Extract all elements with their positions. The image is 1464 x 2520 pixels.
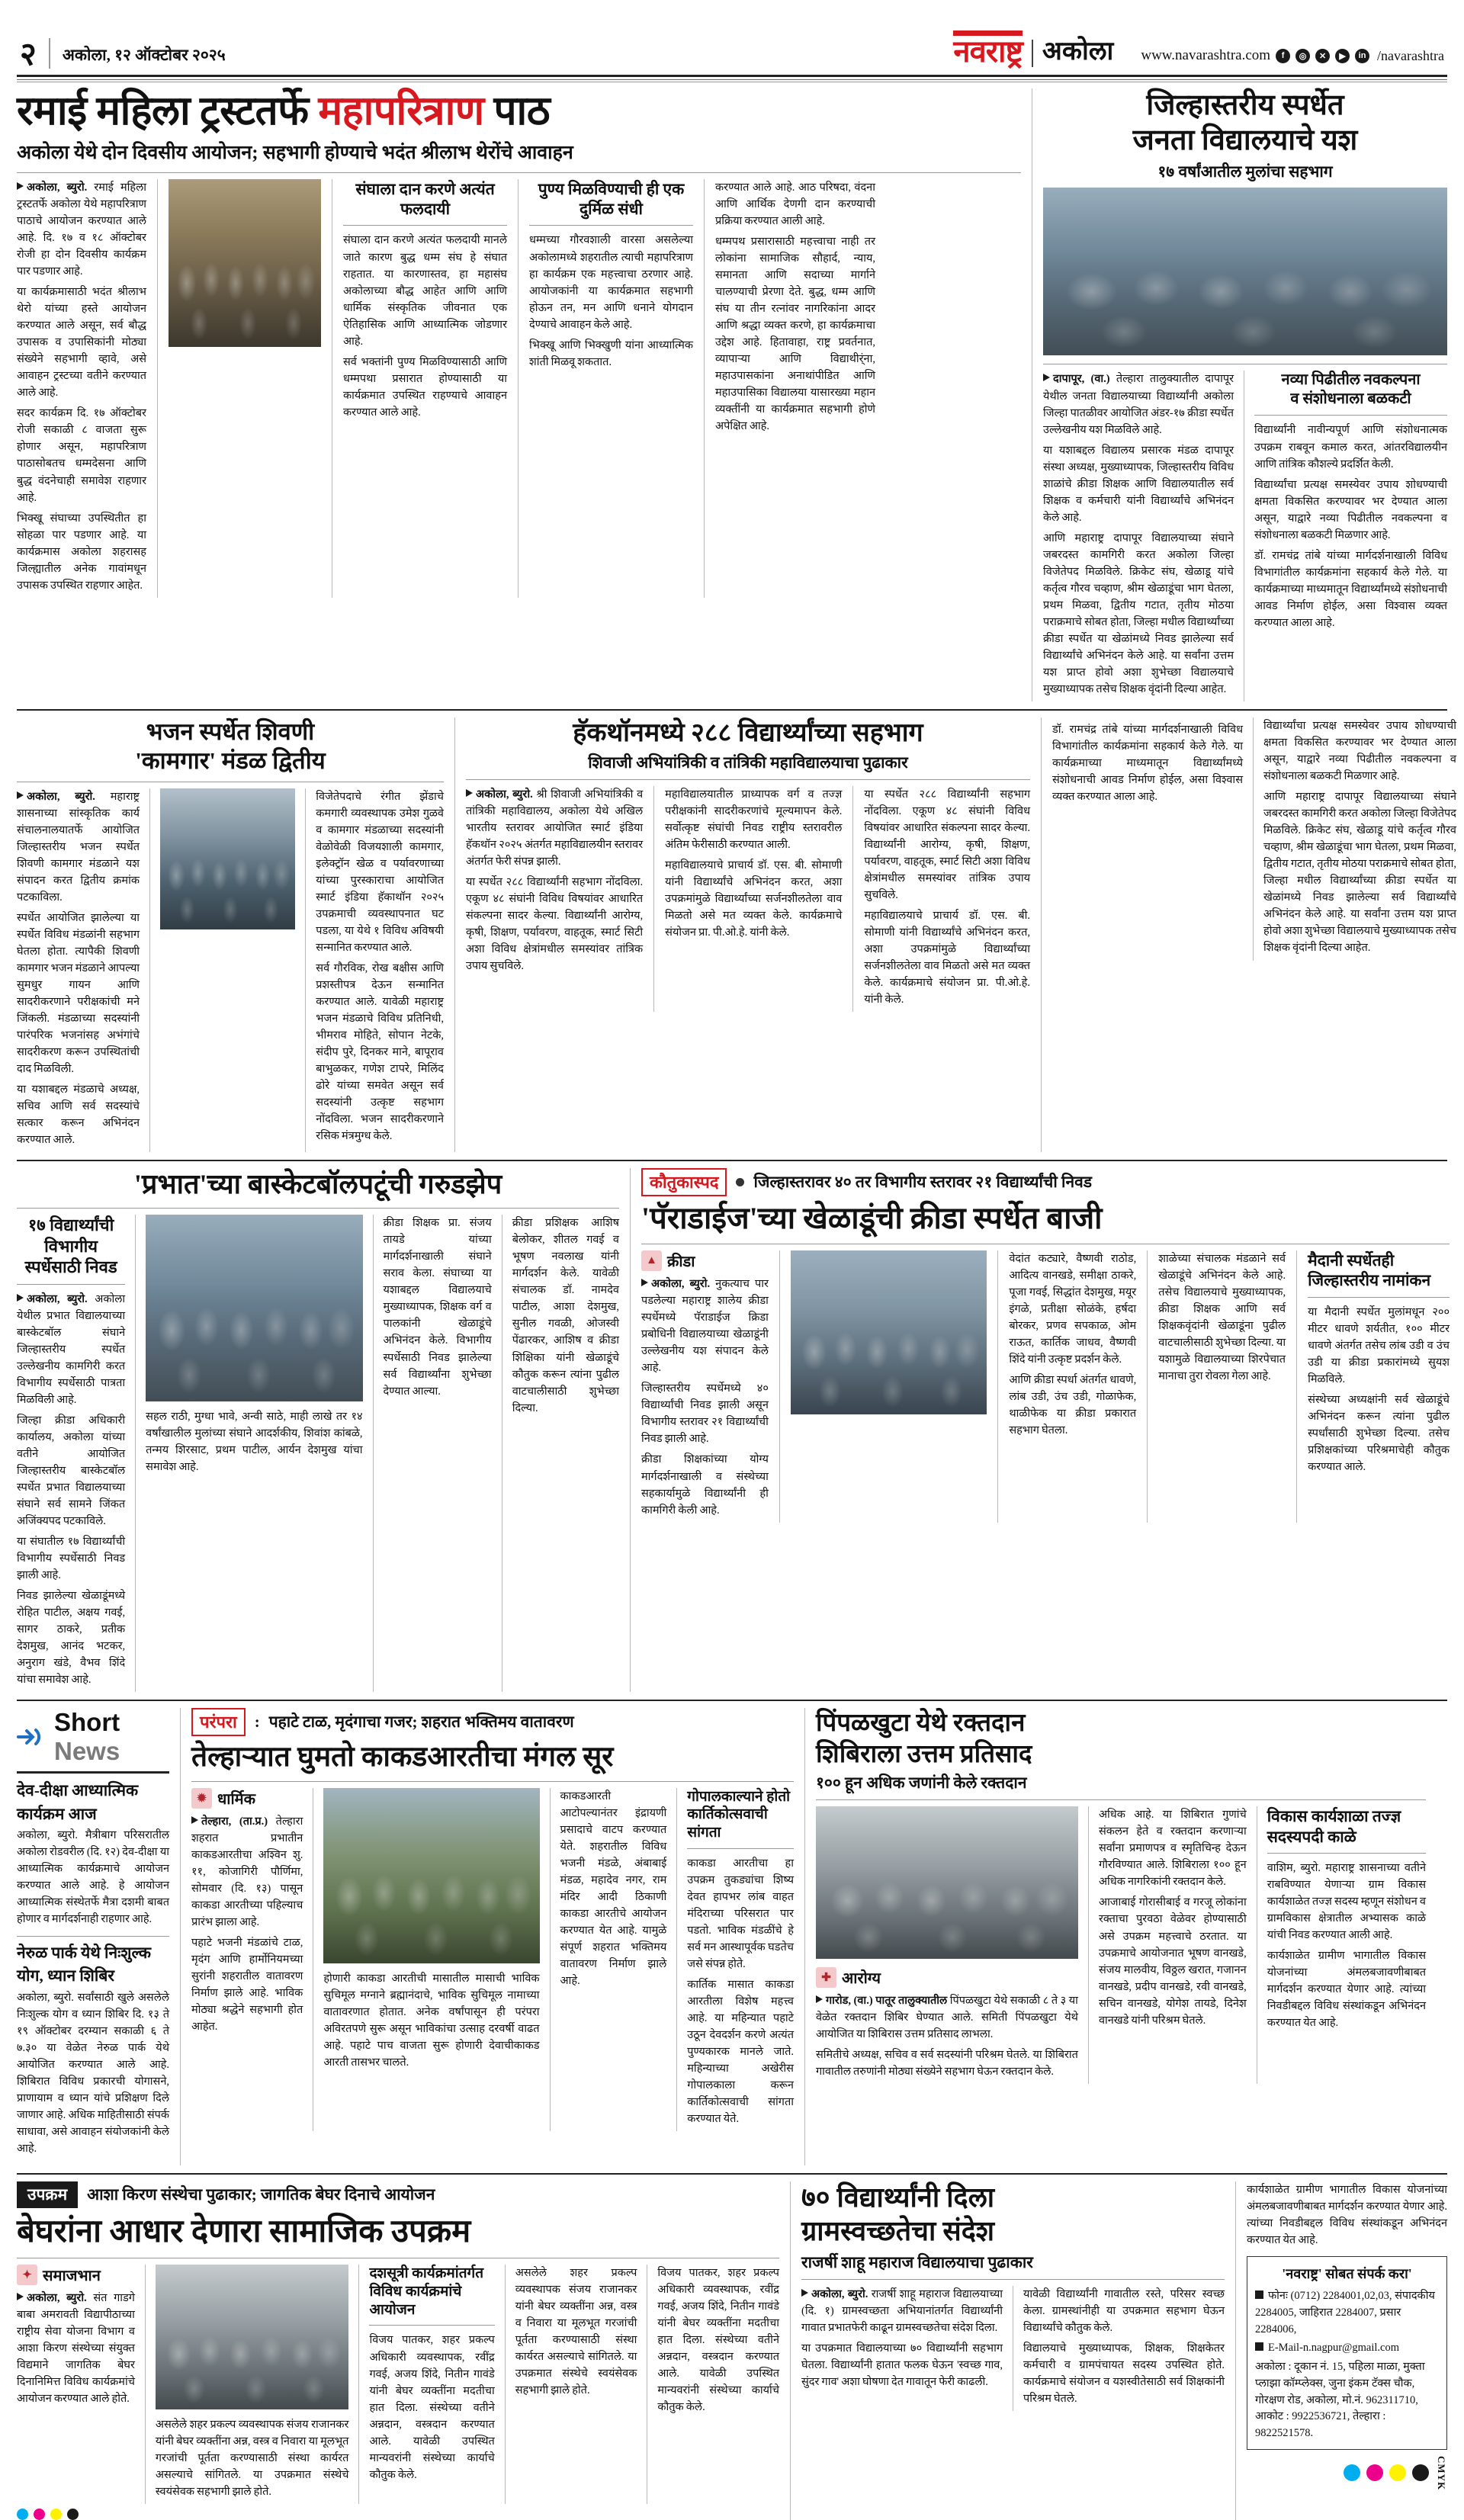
basketball-photo-caption (146, 1401, 362, 1404)
bhajan-col-1: अकोला, ब्युरो. महाराष्ट्र शासनाच्या सांस्कृतिक कार्य संचालनालयातर्फे आयोजित जिल्हास्तरीय भजन स्पर्धेत शिवणी कामगार मंडळाने यश संपादन करत द्वितीय क्रमांक पटकाविला. स्पर्धेत आयोजित झालेल्या या स्पर्धेत विविध मंडळांनी सहभाग घेतला होता. त्यापैकी शिवणी कामगार भजन मंडळाने आपल्या सुमधुर गायन आणि सादरीकरणाने परीक्षकांची मने जिंकली. मंडळाच्या सदस्यांनी पारंपरिक भजनांसह अभंगांचे सादरीकरण करून उपस्थितांची दाद मिळविली. या यशाबद्दल मंडळाचे अध्यक्ष, सचिव आणि सर्व सदस्यांचे सत्कार करून अभिनंदन करण्यात आले. (17, 790, 140, 1147)
parampara-col-4: गोपालकाल्याने होतो कार्तिकोत्सवाची सांगता काकडा आरतीचा हा उपक्रम तुकड्यांचा शिष्य देवत हापभर लांब वाहत मंदिराच्या परिसरात पार पडतो. भाविक मंडळींचे हे सर्व मन आस्थापूर्वक घडतेच जसे संपन्न होते. कार्तिक मासात काकडा आरतीला विशेष महत्त्व आहे. या महिन्यात पहाटे उठून देवदर्शन करणे अत्यंत पुण्यकारक मानले जाते. महिन्याच्या अखेरीस गोपालकाला करून कार्तिकोत्सवाची सांगता करण्यात येते. (687, 1788, 794, 2126)
masthead-rule-mid (17, 79, 1447, 80)
basketball-sidebar-3: स्पर्धेसाठी निवड (24, 1257, 117, 1277)
sports-photo-col (791, 1250, 987, 1522)
right-top-story (1043, 88, 1447, 701)
blood-block2-title: विकास कार्यशाळा तज्ज्ञ सदस्यपदी काळे (1267, 1807, 1401, 1846)
row-four (17, 1708, 1447, 2165)
masthead-dateline: अकोला, १२ ऑक्टोबर २०२५ (62, 46, 226, 64)
parampara-dateline: तेल्हारा, (ता.प्र.) (201, 1815, 268, 1828)
parampara-col-1: ✹ धार्मिक तेल्हारा, (ता.प्र.) तेल्हारा शहरात प्रभातीन काकडआरतीचा अश्विन शु. ११, कोजागिरी पौर्णिमा, सोमवार (दि. १३) पासून काकडा आरतीच्या पहिल्याच प्रारंभ झाला आहे. पहाटे भजनी मंडळांचे टाळ, मृदंग आणि हार्मोनियमच्या सुरांनी शहरातील वातावरण निर्माण झाले आहे. भाविक मोठ्या श्रद्धेने सहभागी होत आहेत. (191, 1788, 303, 2132)
lead-col2-body: संघाला दान करणे अत्यंत फलदायी मानले जाते कारण बुद्ध धम्म संघ हे संघात राहतात. या कारणास्तव, हा महासंघ अकोलाच्या बौद्ध आहेत आणि आणि धार्मिक संस्कृतिक जीवनात एक ऐतिहासिक आणि आध्यात्मिक जोडणार आहे. सर्व भक्तांनी पुण्य मिळविण्यासाठी आणि धम्मपथा प्रसारात होण्यासाठी या कार्यक्रमात उपस्थित राहण्याचे आवाहन करण्यात आले आहे. (343, 234, 507, 419)
row-divider-2 (17, 1160, 1447, 1161)
logo-edition: अकोला (1042, 37, 1114, 66)
sports-section-tag (641, 1250, 695, 1271)
basketball-photo-col: सहल राठी, मुग्धा भावे, अन्वी साठे, माही लाखे तर १४ वर्षांखालील मुलांच्या संघाने आदर्शकीय, शिवांश कांबळे, तन्मय शिरसाट, प्रथम पाटील, आर्यन देशमुख यांचा समावेश आहे. (146, 1215, 362, 1692)
sports-photo-caption (791, 1414, 987, 1417)
short-news-block (17, 1708, 169, 2165)
masthead-links (1113, 47, 1444, 69)
row-two-right (1052, 717, 1456, 1152)
sports-photo (791, 1250, 987, 1414)
registration-color-dots (17, 2509, 779, 2520)
hackathon-headline: हॅकथॉनमध्ये २८८ विद्यार्थ्यांच्या सहभाग (573, 719, 923, 748)
short-news-item-body: अकोला, ब्युरो. सर्वांसाठी खुले असलेले निःशुल्क योग व ध्यान शिबिर दि. १३ ते १९ ऑक्टोबर दरम्यान सकाळी ६ ते ७.३० या वेळेत नेरुळ पार्क येथे आयोजित करण्यात आले आहे. शिबिरात विविध प्रकारची योगासने, प्राणायाम व ध्यान यांचे प्रशिक्षण दिले जाणार आहे. अधिक माहितीसाठी संपर्क साधावा, असे आवाहन संयोजकांनी केले आहे. (17, 1991, 169, 2155)
right-top-photo-caption (1043, 355, 1447, 358)
parampara-kicker-row (191, 1708, 794, 1736)
blood-story (816, 1708, 1426, 2165)
blood-section-tag-label: आरोग्य (842, 1970, 881, 1988)
logo-divider (1032, 40, 1033, 67)
bullet-square-icon (1255, 2342, 1263, 2351)
health-tag-icon: ✚ (816, 1967, 836, 1988)
masthead (17, 26, 1447, 72)
grams-headline-2: ग्रामस्वच्छतेचा संदेश (801, 2215, 995, 2246)
lead-headline (17, 88, 1021, 135)
short-news-item[interactable] (17, 1780, 169, 1928)
sports-tag-icon: ▲ (641, 1250, 662, 1271)
hackathon-subhead: शिवाजी अभियांत्रिकी व तांत्रिकी महाविद्यालयाचा पुढाकार (588, 753, 908, 772)
website-url[interactable]: www.navarashtra.com (1141, 47, 1271, 63)
right-top-photo (1043, 188, 1447, 355)
hackathon-dateline: अकोला, ब्युरो. (476, 788, 533, 801)
parampara-section-tag (191, 1788, 255, 1809)
society-tag-icon: ✦ (17, 2265, 37, 2285)
parampara-kicker-colon: : (254, 1713, 260, 1732)
yellow-dot (1389, 2464, 1406, 2481)
right-top-dateline: दापापूर, (वा.) (1053, 373, 1110, 386)
upakram-photo-col: असलेले शहर प्रकल्प व्यवस्थापक संजय राजानकर यांनी बेघर व्यक्तींना अन्न, वस्त्र व निवारा या मूलभूत गरजांची पूर्तता करण्यासाठी संस्था कार्यरत असल्याचे सांगितले. या उपक्रमात संस्थेचे स्वयंसेवक सहभागी झाले होते. (156, 2265, 349, 2504)
lead-headline-highlight: महापरित्राण (318, 89, 484, 133)
short-news-item[interactable] (17, 1943, 169, 2157)
parampara-kicker-badge: परंपरा (191, 1708, 246, 1736)
parampara-section-tag-label: धार्मिक (217, 1790, 255, 1808)
row-divider-1 (17, 709, 1447, 711)
lead-photo (169, 179, 321, 347)
page-number: २ (20, 36, 37, 72)
blood-headline-1: पिंपळखुटा येथे रक्तदान (816, 1709, 1026, 1738)
row-divider-4 (17, 2173, 1447, 2175)
upakram-photo (156, 2265, 349, 2409)
grams-story (801, 2181, 1225, 2520)
grams-subhead: राजर्षी शाहू महाराज विद्यालयाचा पुढाकार (801, 2252, 1033, 2271)
bullet-square-icon (1255, 2290, 1263, 2299)
blood-dateline: गारोड, (वा.) पातूर तालुक्यातील (826, 1995, 948, 2008)
lead-photo-col (169, 179, 321, 598)
upakram-section-tag (17, 2265, 101, 2285)
bhajan-photo-col (160, 788, 295, 1153)
contact-phone-line: फोनः (0712) 2284001,02,03, संपादकीय 2284005, जाहिरात 2284007, प्रसार 2284006, (1255, 2290, 1435, 2335)
bhajan-col-2: विजेतेपदाचे रंगीत झेंडाचे कमगारी व्यवस्थापक उमेश गुळवे व कामगार मंडळाच्या सदस्यांनी वेळोवेळी विजयशाली कामगार, इलेक्ट्रॉन खेळ व पर्यावरणाच्या यांच्या पुरस्काराचा आयोजित स्मार्ट इंडिया हॅकाथॉन २०२५ उपक्रमाची व्यवस्थापनात घट पडला, या येथे १ विविध अविषयी सन्मानित करण्यात आले. सर्व गौरविक, रोख बक्षीस आणि प्रशस्तीपत्र देऊन सन्मानित करण्यात आले. यावेळी महाराष्ट्र भजन मंडळाचे विविध प्रतिनिधी, भीमराव मोहिते, सोपान नेटके, संदीप पुरे, दिनकर माने, बापूराव बाभुळकर, गणेश टापरे, मिलिंद ढोरे यांच्या समवेत असून सर्व सदस्यांनी उत्कृष्ट सहभाग नोंदविला. भजन सादरीकरणाने रसिक मंत्रमुग्ध केले. (316, 790, 444, 1143)
upakram-col-title: दशसूत्री कार्यक्रमांतर्गत विविध कार्यक्रमांचे आयोजन (369, 2265, 484, 2318)
blood-headline-2: शिबिराला उत्तम प्रतिसाद (816, 1740, 1032, 1768)
sports-col-2: वेदांत कट्यारे, वैष्णवी राठोड, आदित्य वानखडे, समीक्षा ठाकरे, पूजा गवई, सिद्धांत देशमुख, मयूर इंगळे, प्रतीक्षा सोळंके, हर्षदा बोरकर, प्रणव सपकाळ, ओम राऊत, कार्तिक जाधव, वैष्णवी शिंदे यांनी उत्कृष्ट प्रदर्शन केले. आणि क्रीडा स्पर्धा अंतर्गत धावणे, लांब उडी, उंच उडी, गोळाफेक, थाळीफेक या क्रीडा प्रकारात सहभाग घेतला. (1009, 1253, 1137, 1437)
parampara-photo-caption (323, 1963, 539, 1966)
masthead-divider (49, 38, 50, 69)
short-news-item-body: अकोला, ब्युरो. मैत्रीबाग परिसरातील अकोला रोडवरील (दि. १२) देव-दीक्षा या आध्यात्मिक कार्यक्रमाचे आयोजन करण्यात आले आहे. हे आयोजन आध्यात्मिक संस्थेतर्फे मैत्रा दशमी बाबत होणार व मार्गदर्शनाही राहणार आहे. (17, 1828, 169, 1926)
cmyk-label: CMYK (1436, 2455, 1447, 2491)
short-news-arrow-icon (17, 1724, 47, 1750)
upakram-kicker-line: आशा किरण संस्थेचा पुढाकार; जागतिक बेघर दिनाचे आयोजन (87, 2185, 435, 2204)
contact-filler-text: कार्यशाळेत ग्रामीण भागातील विकास योजनांच्या अंमलबजावणीबाबत मार्गदर्शन करण्यात येणार आहे. त्यांच्या निवडीबद्दल विविध संस्थांकडून अभिनंदन करण्यात येत आहे. (1247, 2183, 1447, 2247)
blood-subhead: १०० हून अधिक जणांनी केले रक्तदान (816, 1773, 1027, 1792)
upakram-col-3: दशसूत्री कार्यक्रमांतर्गत विविध कार्यक्रमांचे आयोजन विजय पातकर, शहर प्रकल्प अधिकारी व्यवस्थापक, रवींद्र गवई, अजय शिंदे, नितीन गावंडे यांनी बेघर व्यक्तींना मदतीचा हात दिला. संस्थेच्या वतीने अन्नदान, वस्त्रदान करण्यात आले. यावेळी उपस्थित मान्यवरांनी संस्थेच्या कार्याचे कौतुक केले. (369, 2265, 495, 2481)
parampara-col4-title: गोपालकाल्याने होतो कार्तिकोत्सवाची सांगता (687, 1788, 791, 1841)
contact-box (1247, 2256, 1447, 2450)
lead-subhead: अकोला येथे दोन दिवसीय आयोजन; सहभागी होण्याचे भदंत श्रीलाभ थेरोंचे आवाहन (17, 143, 573, 164)
lead-col-4 (715, 179, 875, 598)
right-top-subhead: १७ वर्षांआतील मुलांचा सहभाग (1157, 162, 1333, 181)
right-top-headline-2: जनता विद्यालयाचे यश (1132, 124, 1358, 156)
contact-address-line: अकोला : दूकान नं. 15, पहिला माळा, मुक्ता प्लाझा कॉम्प्लेक्स, जुना इंकम टॅक्स चौक, गोरक्षण रोड, अकोला, मो.नं. 962311710, आकोट : 9922536721, तेल्हारा : 9822521578. (1255, 2361, 1425, 2440)
parampara-kicker-line: पहाटे टाळ, मृदंगाचा गजर; शहरात भक्तिमय वातावरण (268, 1713, 574, 1732)
lead-col3-title: पुण्य मिळविण्याची ही एक दुर्मिळ संधी (538, 179, 685, 219)
upakram-photo-caption (156, 2409, 349, 2412)
grams-col-2: यावेळी विद्यार्थ्यांनी गावातील रस्ते, परिसर स्वच्छ केला. ग्रामस्थांनीही या उपक्रमात सहभाग घेऊन विद्यार्थ्यांचे कौतुक केले. विद्यालयाचे मुख्याध्यापक, शिक्षक, शिक्षकेतर कर्मचारी व ग्रामपंचायत सदस्य उपस्थित होते. कार्यक्रमाचे संयोजन व यशस्वीतेसाठी सर्व शिक्षकांनी परिश्रम घेतले. (1023, 2288, 1225, 2406)
bhajan-photo (160, 788, 295, 929)
basketball-story (17, 1168, 619, 1692)
upakram-col-4: असलेले शहर प्रकल्प व्यवस्थापक संजय राजानकर यांनी बेघर व्यक्तींना अन्न, वस्त्र व निवारा या मूलभूत गरजांची पूर्तता करण्यासाठी संस्था कार्यरत असल्याचे सांगितले. या उपक्रमात संस्थेचे स्वयंसेवक सहभागी झाले होते. (515, 2267, 637, 2397)
linkedin-icon[interactable]: in (1355, 49, 1369, 63)
blood-col-3: विकास कार्यशाळा तज्ज्ञ सदस्यपदी काळे वाशिम, ब्युरो. महाराष्ट्र शासनाच्या वतीने राबविण्यात येणाऱ्या ग्राम विकास कार्यशाळेत तज्ज्ञ सदस्य म्हणून संशोधन व ग्रामविकास क्षेत्रातील अभ्यासक काळे यांची निवड करण्यात आली आहे. कार्यशाळेत ग्रामीण भागातील विकास योजनांच्या अंमलबजावणीबाबत मार्गदर्शन करण्यात येणार आहे. त्यांच्या निवडीबद्दल विविध संस्थांकडून अभिनंदन करण्यात येत आहे. (1267, 1807, 1426, 2030)
row-five (17, 2181, 1447, 2520)
short-news-item-title-1: देव-दीक्षा आध्यात्मिक (17, 1781, 139, 1800)
contact-email-line[interactable]: E-Mail-n.nagpur@gmail.com (1255, 2340, 1439, 2357)
row-two-right-col-1: डॉ. रामचंद्र तांबे यांच्या मार्गदर्शनाखाली विविध विभागांतील कार्यक्रमांना सहकार्य केले गेले. या कार्यक्रमाच्या माध्यमातून विद्यार्थ्यांमध्ये संशोधनाची आवड निर्माण होईल, असा विश्वास व्यक्त करण्यात आला आहे. (1052, 724, 1243, 804)
parampara-col-3: काकडआरती आटोपल्यानंतर इंद्रायणी प्रसादाचे वाटप करण्यात येते. शहरातील विविध भजनी मंडळे, अंबाबाई मंडळ, महादेव नगर, राम मंदिर आदी ठिकाणी काकडा आरतीचे आयोजन करण्यात येत आहे. यामुळे संपूर्ण शहरात भक्तिमय वातावरण निर्माण झाले आहे. (560, 1790, 667, 1987)
lead-dateline: अकोला, ब्युरो. (27, 181, 88, 194)
parampara-headline: तेल्हाऱ्यात घुमतो काकडआरतीचा मंगल सूर (191, 1742, 614, 1774)
lead-col2-title: संघाला दान करणे अत्यंत फलदायी (355, 179, 495, 219)
x-twitter-icon[interactable]: ✕ (1315, 49, 1330, 63)
social-handle: /navarashtra (1377, 47, 1444, 63)
short-news-header (17, 1708, 169, 1766)
sports-section-tag-label: क्रीडा (667, 1254, 695, 1271)
sports-dateline: अकोला, ब्युरो. (651, 1278, 711, 1291)
lead-col-1 (17, 179, 146, 598)
lead-story (17, 88, 1021, 701)
hackathon-col-1: अकोला, ब्युरो. श्री शिवाजी अभियांत्रिकी व तांत्रिकी महाविद्यालय, अकोला येथे अखिल भारतीय स्तरावर आयोजित स्मार्ट इंडिया हॅकथॉन २०२५ अंतर्गत महाविद्यालयीन स्तरावर अंतर्गत फेरी संपन्न झाली. या स्पर्धेत २८८ विद्यार्थ्यांनी सहभाग नोंदविला. एकूण ४८ संघांनी विविध विषयांवर आधारित संकल्पना सादर केल्या. विद्यार्थ्यांनी आरोग्य, कृषी, शिक्षण, पर्यावरण, वाहतूक, स्मार्ट सिटी अशा विविध क्षेत्रांमधील समस्यांवर तांत्रिक उपाय सुचविले. (466, 788, 644, 973)
hackathon-story (466, 717, 1030, 1152)
black-dot (1412, 2464, 1429, 2481)
bhajan-dateline: अकोला, ब्युरो. (27, 790, 95, 803)
parampara-story (191, 1708, 794, 2165)
sports-headline: 'पॅराडाईज'च्या खेळाडूंची क्रीडा स्पर्धेत बाजी (641, 1201, 1103, 1236)
row-two-right-col-2: विद्यार्थ्यांचा प्रत्यक्ष समस्येवर उपाय शोधण्याची क्षमता विकसित करण्यावर भर देण्यात आला असून, याद्वारे नव्या पिढीतील नवकल्पना व संशोधनाला बळकटी मिळणार आहे. आणि महाराष्ट्र दापापूर विद्यालयाच्या संघाने जबरदस्त कामगिरी करत अकोला जिल्हा विजेतेपद मिळविले. क्रिकेट संघ, खेळाडू यांचे कर्तृत्व गौरव चव्हाण, श्रीम खेळाडूंचा भाग घेतला, प्रथम मिळवा, द्वितीय गटात, तृतीय मोठया पराक्रमाचे सोबत होता, जिल्हा मधील विद्यार्थ्यांच्या क्रीडा स्पर्धेत या खेळांमध्ये निवड झालेल्या सर्व विद्यार्थ्यांचे अभिनंदन केले आहे. या सर्वांना उत्तम यश प्राप्त होवो अशा शुभेच्छा विद्यालयाचे मुख्याध्यापक तसेच शिक्षक वृंदांनी दिल्या आहेत. (1263, 720, 1456, 955)
cmyk-registration (1247, 2456, 1447, 2490)
sports-kicker-row (641, 1168, 1450, 1196)
basketball-col-2: क्रीडा शिक्षक प्रा. संजय तायडे यांच्या मार्गदर्शनाखाली संघाने सराव केला. संघाच्या या यशाबद्दल विद्यालयाचे मुख्याध्यापक, शिक्षक वर्ग व पालकांनी खेळाडूंचे अभिनंदन केले. विभागीय स्पर्धेसाठी निवड झालेल्या सर्व विद्यार्थ्यांना शुभेच्छा देण्यात आल्या. (383, 1217, 492, 1398)
blood-photo-caption (816, 1959, 1078, 1961)
parampara-photo-col: होणारी काकडा आरतीची मासातील मासाची भाविक सुचिमूल मग्नाने ब्रह्मानंदाचे, भाविक सुचिमूल नामाच्या वातावरणात होतात. अनेक वर्षांपासून ही परंपरा अविरतपणे सुरू असून भाविकांचा उत्साह दरवर्षी वाढत आहे. पहाटे पाच वाजता सुरू होणारी देवाचीकाकड आरती तासभर चालते. (323, 1788, 539, 2132)
blood-section-tag (816, 1967, 881, 1988)
basketball-sidebar-2: विभागीय (44, 1236, 98, 1256)
bhajan-headline-1: भजन स्पर्धेत शिवणी (146, 718, 315, 746)
masthead-rule-top (17, 75, 1447, 77)
lead-col4-body: करण्यात आले आहे. आठ परिषदा, वंदना आणि आर्थिक देणगी दान करण्याची प्रक्रिया करण्यात आली आहे. धम्मपथ प्रसारासाठी महत्त्वाचा नाही तर लोकांना सामाजिक सौहार्द, न्याय, समानता आणि सदाच्या मार्गाने चालण्याची प्रेरणा देते. बुद्ध, धम्म आणि संघ या तीन रत्नांवर नागरिकांना आदर आणि श्रद्धा व्यक्त करणे, हा कार्यक्रमाचा उद्देश आहे. हितावाहा, राष्ट्र प्रवर्तनात, व्यापाऱ्या आणि विद्याथीर्ंना, महाउपासकांना अनाथांपीडित आणि महाउपासिका विद्यालया यासारख्या महान व्यक्तींनी या कार्यक्रमात सहभागी होणे अपेक्षित आहे. (715, 181, 875, 433)
right-top-col-2: नव्या पिढीतील नवकल्पना व संशोधनाला बळकटी विद्यार्थ्यांनी नावीन्यपूर्ण आणि संशोधनात्मक उपक्रम राबवून कमाल करत, आंतरविद्यालयीन आणि तांत्रिक कौशल्ये प्रदर्शित केली. विद्यार्थ्यांचा प्रत्यक्ष समस्येवर उपाय शोधण्याची क्षमता विकसित करण्यावर भर देण्यात आला असून, याद्वारे नव्या पिढीतील नवकल्पना व संशोधनाला बळकटी मिळणार आहे. डॉ. रामचंद्र तांबे यांच्या मार्गदर्शनाखाली विविध विभागांतील कार्यक्रमांना सहकार्य केले गेले. या कार्यक्रमाच्या माध्यमातून विद्यार्थ्यांमध्ये संशोधनाची आवड निर्माण होईल, असा विश्वास व्यक्त करण्यात आला आहे. (1254, 371, 1447, 629)
sports-col-3: शाळेच्या संचालक मंडळाने सर्व खेळाडूंचे अभिनंदन केले आहे. तसेच विद्यालयाचे मुख्याध्यापक, क्रीडा शिक्षक आणि सर्व शिक्षकवृंदांनी खेळाडूंना पुढील वाटचालीसाठी शुभेच्छा दिल्या. या यशामुळे विद्यालयाच्या शिरपेचात मानाचा तुरा रोवला गेला आहे. (1158, 1253, 1286, 1383)
grams-dateline: अकोला, ब्युरो. (811, 2288, 868, 2301)
short-news-item-title-2: कार्यक्रम आज (17, 1804, 97, 1823)
bhajan-story (17, 717, 444, 1152)
right-top-block2-title-1: नव्या पिढीतील नवकल्पना (1281, 371, 1421, 389)
short-news-item-title-2: योग, ध्यान शिबिर (17, 1966, 114, 1986)
lead-col-3 (529, 179, 693, 598)
row-three (17, 1168, 1450, 1692)
blood-col-2: अधिक आहे. या शिबिरात गुणांचे संकलन हेते व रक्तदान करणाऱ्या सर्वांना प्रमाणपत्र व स्मृतिचिन्ह देऊन गौरविण्यात आले. शिबिराला १०० हून अधिक नागरिकांनी रक्तदान केले. आजाबाई गोरासीबाई व गरजू लोकांना रक्ताचा पुरवठा वेळेवर होण्यासाठी असे उपक्रम महत्त्वाचे ठरतात. या उपक्रमाचे आयोजनात भूषण वानखडे, संजय मालवीय, विठ्ठल खरात, गजानन वानखडे, प्रदीप वानखडे, रवी वानखडे, सचिन वानखडे, योगेश तायडे, दिनेश वानखडे यांनी परिश्रम घेतले. (1098, 1809, 1247, 2027)
lead-photo-caption (169, 347, 321, 349)
upakram-dateline: अकोला, ब्युरो. (27, 2292, 87, 2305)
magenta-dot (1366, 2464, 1383, 2481)
lead-body-1: अकोला, ब्युरो. रमाई महिला ट्रस्टतर्फे अकोला येथे महापरित्राण पाठाचे आयोजन करण्यात आले आहे. दि. १७ व १८ ऑक्टोबर रोजी हा दोन दिवसीय कार्यक्रम पार पडणार आहे. या कार्यक्रमासाठी भदंत श्रीलाभ थेरो यांच्या हस्ते आयोजन करण्यात आले असून, सर्व बौद्ध उपासक व उपासिकांनी मोठ्या संख्येने सहभागी व्हावे, असे आवाहन ट्रस्टच्या वतीने करण्यात आले आहे. सदर कार्यक्रम दि. १७ ऑक्टोबर रोजी सकाळी ८ वाजता सुरू होणार असून, महापरित्राण पाठासोबतच धम्मदेसना आणि बुद्ध वंदनेचाही समावेश राहणार आहे. भिक्खू संघाच्या उपस्थितीत हा सोहळा पार पडणार आहे. या कार्यक्रमास अकोला शहरासह जिल्ह्यातील अनेक गावांमधून उपासक उपस्थित राहणार आहेत. (17, 181, 146, 592)
cyan-dot (1344, 2464, 1360, 2481)
right-top-block2-title-2: व संशोधनाला बळकटी (1290, 390, 1411, 408)
sports-kicker-badge: कौतुकास्पद (641, 1168, 727, 1196)
basketball-sidebar-1: १७ विद्यार्थ्यांची (27, 1215, 114, 1235)
right-top-col-1: दापापूर, (वा.) तेल्हारा तालुक्यातील दापापूर येथील जनता विद्यालयाच्या विद्यार्थ्यांनी अकोला जिल्हा पातळीवर आयोजित अंडर-१७ क्रीडा स्पर्धेत उल्लेखनीय यश मिळविले आहे. या यशाबद्दल विद्यालय प्रसारक मंडळ दापापूर संस्था अध्यक्ष, मुख्याध्यापक, जिल्हास्तरीय विविध शाळांचे क्रीडा शिक्षक आणि विद्यालयातील सर्व शिक्षक व कर्मचारी यांनी विद्यार्थ्यांचे अभिनंदन केले आहे. आणि महाराष्ट्र दापापूर विद्यालयाच्या संघाने जबरदस्त कामगिरी करत अकोला जिल्हा विजेतेपद मिळविले. क्रिकेट संघ, खेळाडू यांचे कर्तृत्व गौरव चव्हाण, श्रीम खेळाडूंचा भाग घेतला, प्रथम मिळवा, द्वितीय गटात, तृतीय मोठया पराक्रमाचे सोबत होता, जिल्हा मधील विद्यार्थ्यांच्या क्रीडा स्पर्धेत या खेळांमध्ये निवड झालेल्या सर्व विद्यार्थ्यांचे अभिनंदन केले आहे. या सर्वांना उत्तम यश प्राप्त होवो अशा शुभेच्छा विद्यालयाचे मुख्याध्यापक तसेच शिक्षक वृंदांनी दिल्या आहेत. (1043, 373, 1234, 696)
contact-block (1247, 2181, 1447, 2520)
basketball-headline: 'प्रभात'च्या बास्केटबॉलपटूंची गरुडझेप (133, 1169, 502, 1200)
basketball-photo (146, 1215, 362, 1401)
bhajan-photo-caption (160, 929, 295, 932)
upakram-kicker-badge: उपक्रम (17, 2181, 78, 2208)
grams-headline-1: ७० विद्यार्थ्यांनी दिला (801, 2181, 995, 2213)
lead-col-2 (343, 179, 507, 598)
upakram-story (17, 2181, 779, 2520)
sports-story (641, 1168, 1450, 1692)
facebook-icon[interactable]: f (1276, 49, 1290, 63)
basketball-col-3: क्रीडा प्रशिक्षक आशिष बेलोकर, शीतल गवई व भूषण नवलाख यांनी मार्गदर्शन केले. यावेळी संचालक डॉ. नामदेव पाटील, आशा देशमुख, सुनील गवळी, ओजस्वी पेंढारकर, आशिष व क्रीडा शिक्षिका यांनी खेळाडूंचे कौतुक करून त्यांना पुढील वाटचालीसाठी शुभेच्छा दिल्या. (512, 1217, 619, 1414)
upakram-section-tag-label: समाजभान (43, 2268, 101, 2285)
sports-col-4: मैदानी स्पर्धेतही जिल्हास्तरीय नामांकन या मैदानी स्पर्धेत मुलांमधून २०० मीटर धावणे शर्यतीत, १०० मीटर धावणे अंतर्गत तसेच लांब उडी व उंच उडी या क्रीडा प्रकारांमध्ये सुयश मिळविले. संस्थेच्या अध्यक्षांनी सर्व खेळाडूंचे अभिनंदन करून त्यांना पुढील स्पर्धांसाठी शुभेच्छा दिल्या. तसेच प्रशिक्षकांच्या परिश्रमाचेही कौतुक करण्यात आले. (1308, 1251, 1450, 1473)
basketball-sidebar: १७ विद्यार्थ्यांची विभागीय स्पर्धेसाठी निवड अकोला, ब्युरो. अकोला येथील प्रभात विद्यालयाच्या बास्केटबॉल संघाने जिल्हास्तरीय स्पर्धेत उल्लेखनीय कामगिरी करत विभागीय स्पर्धेसाठी पात्रता मिळविली आहे. जिल्हा क्रीडा अधिकारी कार्यालय, अकोला यांच्या वतीने आयोजित जिल्हास्तरीय बास्केटबॉल स्पर्धेत प्रभात विद्यालयाच्या संघाने सर्व सामने जिंकत अजिंक्यपद पटकाविले. या संघातील १७ विद्यार्थ्यांची विभागीय स्पर्धेसाठी निवड झाली आहे. निवड झालेल्या खेळाडूंमध्ये रोहित पाटील, अक्षय गवई, सागर ठाकरे, प्रतीक देशमुख, आनंद भटकर, अनुराग खंडे, वैभव शिंदे यांचा समावेश आहे. (17, 1215, 126, 1687)
sports-kicker-line: जिल्हास्तरावर ४० तर विभागीय स्तरावर २१ विद्यार्थ्यांची निवड (753, 1173, 1093, 1192)
logo-brand: नवराष्ट्र (953, 30, 1023, 67)
religion-tag-icon: ✹ (191, 1788, 212, 1809)
row-lead (17, 88, 1447, 701)
bullet-icon (736, 1178, 744, 1186)
blood-photo (816, 1806, 1078, 1959)
right-top-headline-1: जिल्हास्तरीय स्पर्धेत (1146, 89, 1344, 121)
basketball-dateline: अकोला, ब्युरो. (27, 1292, 88, 1305)
logo (953, 30, 1113, 69)
upakram-headline: बेघरांना आधार देणारा सामाजिक उपक्रम (17, 2213, 471, 2249)
lead-headline-part2: पाठ (483, 89, 551, 133)
parampara-photo (323, 1788, 539, 1963)
youtube-icon[interactable]: ▶ (1335, 49, 1350, 63)
short-news-title: Short News (54, 1708, 120, 1766)
hackathon-col-2: महाविद्यालयातील प्राध्यापक वर्ग व तज्ज्ञ परीक्षकांनी सादरीकरणांचे मूल्यमापन केले. सर्वोत्कृष्ट संघांची निवड राष्ट्रीय स्तरावरील अंतिम फेरीसाठी करण्यात आली. महाविद्यालयाचे प्राचार्य डॉ. एस. बी. सोमाणी यांनी विद्यार्थ्यांचे अभिनंदन करत, अशा उपक्रमांमुळे विद्यार्थ्यांच्या सर्जनशीलतेला वाव मिळतो असे मत व्यक्त केले. कार्यक्रमाचे संयोजन प्रा. पी.ओ.हे. यांनी केले. (665, 788, 843, 939)
hackathon-col-3: या स्पर्धेत २८८ विद्यार्थ्यांनी सहभाग नोंदविला. एकूण ४८ संघांनी विविध विषयांवर आधारित संकल्पना सादर केल्या. विद्यार्थ्यांनी आरोग्य, कृषी, शिक्षण, पर्यावरण, वाहतूक, स्मार्ट सिटी अशा विविध क्षेत्रांमधील समस्यांवर तांत्रिक उपाय सुचविले. महाविद्यालयाचे प्राचार्य डॉ. एस. बी. सोमाणी यांनी विद्यार्थ्यांचे अभिनंदन करत, अशा उपक्रमांमुळे विद्यार्थ्यांच्या सर्जनशीलतेला वाव मिळतो असे मत व्यक्त केले. कार्यक्रमाचे संयोजन प्रा. पी.ओ.हे. यांनी केले. (864, 788, 1030, 1006)
blood-main-col: ✚ आरोग्य गारोड, (वा.) पातूर तालुक्यातील पिंपळखुटा येथे सकाळी ८ ते ३ या वेळेत रक्तदान शिबिर घेण्यात आले. समिती पिंपळखुटा येथे आयोजित या शिबिरास उत्तम प्रतिसाद लाभला. समितीचे अध्यक्ष, सचिव व सर्व सदस्यांनी परिश्रम घेतले. या शिबिरात गावातील तरुणांनी मोठ्या संख्येने सहभाग घेऊन रक्तदान केले. (816, 1806, 1078, 2084)
upakram-kicker-row (17, 2181, 779, 2208)
upakram-col-1: ✦ समाजभान अकोला, ब्युरो. संत गाडगे बाबा अमरावती विद्यापीठाच्या राष्ट्रीय सेवा योजना विभाग व आशा किरण संस्थेच्या संयुक्त विद्यमाने जागतिक बेघर दिनानिमित्त विविध कार्यक्रमांचे आयोजन करण्यात आले होते. (17, 2265, 135, 2504)
instagram-icon[interactable]: ◎ (1295, 49, 1310, 63)
lead-col3-body: धम्मच्या गौरवशाली वारसा असलेल्या अकोलामध्ये शहरातील त्याची महापरित्राण हा कार्यक्रम एक महत्त्वाचा ठरणार आहे. आयोजकांनी या कार्यक्रमात सहभागी होऊन तन, मन आणि धनाने योगदान देण्याचे आवाहन केले आहे. भिक्खू आणि भिक्खुणी यांना आध्यात्मिक शांती मिळवू शकतात. (529, 234, 693, 368)
grams-col-1: अकोला, ब्युरो. राजर्षी शाहू महाराज विद्यालयाच्या (दि. १) ग्रामस्वच्छता अभियानांतर्गत विद्यार्थ्यांनी गावात प्रभातफेरी काढून ग्रामस्वच्छतेचा संदेश दिला. या उपक्रमात विद्यालयाच्या ७० विद्यार्थ्यांनी सहभाग घेतला. विद्यार्थ्यांनी हातात फलक घेऊन 'स्वच्छ गाव, सुंदर गाव' अशा घोषणा देत गावातून फेरी काढली. (801, 2288, 1003, 2389)
lead-headline-part1: रमाई महिला ट्रस्टतर्फे (17, 89, 319, 133)
contact-title: 'नवराष्ट्र' सोबत संपर्क करा' (1282, 2266, 1412, 2282)
bhajan-headline-2: 'कामगार' मंडळ द्वितीय (135, 746, 326, 774)
row-divider-3 (17, 1700, 1447, 1701)
row-two (17, 717, 1456, 1152)
sports-block2-title: मैदानी स्पर्धेतही जिल्हास्तरीय नामांकन (1308, 1251, 1431, 1290)
sports-col-1: ▲ क्रीडा अकोला, ब्युरो. नुकत्याच पार पडलेल्या महाराष्ट्र शालेय क्रीडा स्पर्धेमध्ये पॅराडाईज क्रिडा प्रबोधिनी विद्यालयाच्या खेळाडूंनी उल्लेखनीय यश संपादन केले आहे. जिल्हास्तरीय स्पर्धेमध्ये ४० विद्यार्थ्यांची निवड झाली असून विभागीय स्तरावर २१ विद्यार्थ्यांची निवड झाली आहे. क्रीडा शिक्षकांच्या योग्य मार्गदर्शनाखाली व संस्थेच्या सहकार्यामुळे विद्यार्थ्यांनी ही कामगिरी केली आहे. (641, 1250, 769, 1522)
upakram-col-5: विजय पातकर, शहर प्रकल्प अधिकारी व्यवस्थापक, रवींद्र गवई, अजय शिंदे, नितीन गावंडे यांनी बेघर व्यक्तींना मदतीचा हात दिला. संस्थेच्या वतीने अन्नदान, वस्त्रदान करण्यात आले. यावेळी उपस्थित मान्यवरांनी संस्थेच्या कार्याचे कौतुक केले. (657, 2267, 779, 2414)
short-news-item-title-1: नेरुळ पार्क येथे निःशुल्क (17, 1944, 152, 1963)
